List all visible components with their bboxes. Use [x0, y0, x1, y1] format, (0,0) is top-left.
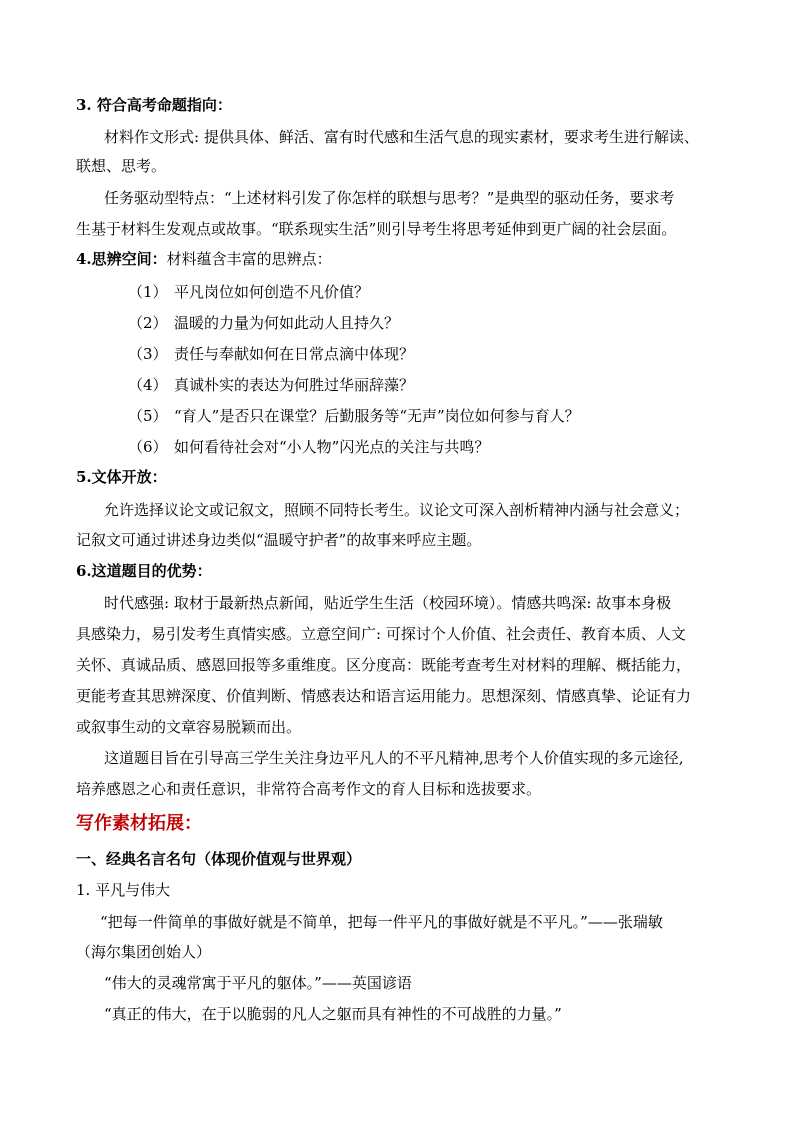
paragraph-line: 关怀、真诚品质、感恩回报等多重维度。区分度高：既能考查考生对材料的理解、概括能力， [76, 656, 692, 674]
paragraph-line: 联想、思考。 [76, 157, 167, 175]
section-4-heading-rest: 材料蕴含丰富的思辨点： [166, 250, 332, 268]
list-text: 真诚朴实的表达为何胜过华丽辞藻？ [174, 376, 415, 394]
paragraph-line: 或叙事生动的文章容易脱颖而出。 [76, 718, 302, 736]
list-text: 温暖的力量为何如此动人且持久？ [174, 314, 400, 332]
paragraph-line: 时代感强: 取材于最新热点新闻，贴近学生生活（校园环境）。情感共鸣深: 故事本身极 [104, 594, 672, 612]
paragraph-line: 生基于材料生发观点或故事。“联系现实生活”则引导考生将思考延伸到更广阔的社会层面。 [76, 220, 677, 238]
paragraph-line: 具感染力，易引发考生真情实感。立意空间广: 可探讨个人价值、社会责任、教育本质、人文 [76, 625, 686, 643]
quote-line: “真正的伟大，在于以脆弱的凡人之躯而具有神性的不可战胜的力量。” [104, 1005, 562, 1023]
list-text: 责任与奉献如何在日常点滴中体现？ [174, 345, 415, 363]
item-heading: 1. 平凡与伟大 [76, 881, 171, 899]
quote-line: “伟大的灵魂常寓于平凡的躯体。”——英国谚语 [104, 974, 412, 992]
section-4-heading-line [76, 249, 332, 269]
list-number: （4） [128, 376, 168, 394]
quote-line: （海尔集团创始人） [76, 943, 212, 961]
list-number: （2） [128, 314, 168, 332]
list-text: 平凡岗位如何创造不凡价值？ [174, 283, 370, 301]
quote-line: “把每一件简单的事做好就是不简单，把每一件平凡的事做好就是不平凡。”——张瑞敏 [100, 913, 663, 931]
list-number: （3） [128, 345, 168, 363]
list-item [128, 406, 580, 426]
list-item [128, 437, 489, 457]
list-text: 如何看待社会对“小人物”闪光点的关注与共鸣？ [174, 438, 490, 456]
paragraph-line: 材料作文形式: 提供具体、鲜活、富有时代感和生活气息的现实素材，要求考生进行解读、 [104, 128, 699, 146]
writing-material-title: 写作素材拓展： [76, 813, 202, 834]
paragraph-line: 允许选择议论文或记叙文，照顾不同特长考生。议论文可深入剖析精神内涵与社会意义； [104, 501, 690, 519]
list-text: “育人”是否只在课堂？后勤服务等“无声”岗位如何参与育人？ [174, 407, 580, 425]
subsection-heading: 一、经典名言名句（体现价值观与世界观） [76, 850, 362, 868]
section-3-heading: 3. 符合高考命题指向： [76, 96, 232, 114]
list-item [128, 282, 369, 302]
paragraph-line: 任务驱动型特点：“上述材料引发了你怎样的联想与思考？”是典型的驱动任务，要求考 [104, 189, 675, 207]
list-number: （5） [128, 407, 168, 425]
section-6-heading: 6.这道题目的优势： [76, 562, 212, 580]
paragraph-line: 更能考查其思辨深度、价值判断、情感表达和语言运用能力。思想深刻、情感真挚、论证有力 [76, 687, 692, 705]
list-number: （6） [128, 438, 168, 456]
list-item [128, 344, 414, 364]
list-number: （1） [128, 283, 168, 301]
section-5-heading: 5.文体开放： [76, 468, 167, 486]
paragraph-line: 记叙文可通过讲述身边类似“温暖守护者”的故事来呼应主题。 [76, 531, 482, 549]
paragraph-line: 这道题目旨在引导高三学生关注身边平凡人的不平凡精神,思考个人价值实现的多元途径, [104, 749, 684, 767]
paragraph-line: 培养感恩之心和责任意识，非常符合高考作文的育人目标和选拔要求。 [76, 780, 542, 798]
section-4-heading: 4.思辨空间： [76, 250, 167, 268]
list-item [128, 375, 414, 395]
list-item [128, 313, 399, 333]
